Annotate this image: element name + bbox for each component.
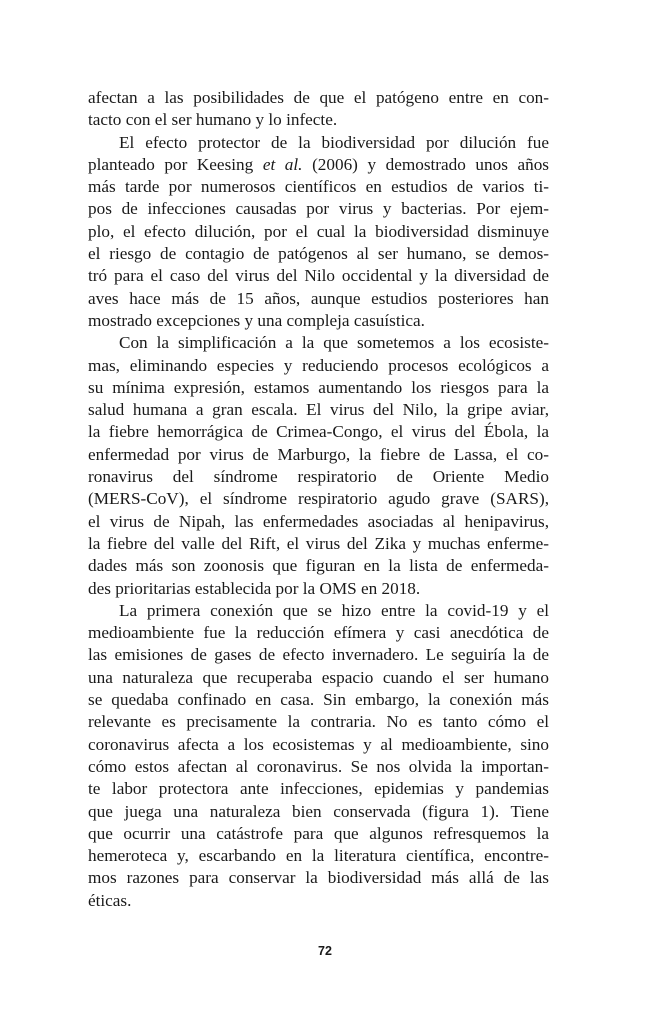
text-line: ronavirus del síndrome respiratorio de Oriente Medio	[88, 467, 549, 487]
text-line: planteado por Keesing et al. (2006) y demostrado unos años	[88, 154, 549, 174]
text-line: cómo estos afectan al coronavirus. Se nos olvida la importan-	[88, 756, 549, 776]
text-line: tacto con el ser humano y lo infecte.	[88, 110, 338, 130]
text-line: La primera conexión que se hizo entre la covid-19 y el	[119, 600, 549, 620]
paragraph	[88, 87, 549, 132]
page-number: 72	[318, 944, 332, 958]
paragraph	[88, 332, 549, 600]
text-line: te labor protectora ante infecciones, epidemias y pandemias	[88, 779, 549, 799]
text-line: el riesgo de contagio de patógenos al ser humano, se demos-	[88, 244, 549, 264]
text-line: tró para el caso del virus del Nilo occidental y la diversidad de	[88, 266, 549, 286]
text-line: aves hace más de 15 años, aunque estudios posteriores han	[88, 288, 549, 308]
text-line: mos razones para conservar la biodiversidad más allá de las	[88, 868, 549, 888]
text-line: El efecto protector de la biodiversidad por dilución fue	[119, 132, 549, 152]
text-line: se quedaba confinado en casa. Sin embargo, la conexión más	[88, 690, 549, 710]
text-line: la fiebre del valle del Rift, el virus del Zika y muchas enferme-	[88, 533, 549, 553]
text-line: afectan a las posibilidades de que el patógeno entre en con-	[88, 88, 549, 107]
text-line: salud humana a gran escala. El virus del Nilo, la gripe aviar,	[88, 400, 549, 420]
text-line: coronavirus afecta a los ecosistemas y al medioambiente, sino	[88, 734, 549, 754]
text-line: su mínima expresión, estamos aumentando los riesgos para la	[88, 377, 549, 397]
text-line: dades más son zoonosis que figuran en la lista de enfermeda-	[88, 556, 549, 576]
text-line: más tarde por numerosos científicos en estudios de varios ti-	[88, 177, 549, 197]
text-line: que ocurrir una catástrofe para que algunos refresquemos la	[88, 823, 549, 843]
paragraph	[88, 600, 549, 912]
text-line: mostrado excepciones y una compleja casuística.	[88, 310, 425, 330]
text-line: que juega una naturaleza bien conservada (figura 1). Tiene	[88, 801, 549, 821]
text-line: relevante es precisamente la contraria. No es tanto cómo el	[88, 712, 549, 732]
text-line: pos de infecciones causadas por virus y bacterias. Por ejem-	[88, 199, 549, 219]
text-line: una naturaleza que recuperaba espacio cuando el ser humano	[88, 667, 549, 687]
body-text	[88, 87, 549, 912]
text-line: mas, eliminando especies y reduciendo procesos ecológicos a	[88, 355, 549, 375]
text-line: des prioritarias establecida por la OMS en 2018.	[88, 578, 421, 598]
text-line: éticas.	[88, 890, 132, 910]
text-line: Con la simplificación a la que sometemos a los ecosiste-	[119, 333, 549, 353]
text-line: las emisiones de gases de efecto invernadero. Le seguiría la de	[88, 645, 549, 665]
text-line: medioambiente fue la reducción efímera y casi anecdótica de	[88, 623, 549, 643]
paragraph	[88, 132, 549, 333]
text-line: plo, el efecto dilución, por el cual la biodiversidad disminuye	[88, 221, 549, 241]
text-line: la fiebre hemorrágica de Crimea-Congo, el virus del Ébola, la	[88, 422, 549, 442]
text-line: (MERS-CoV), el síndrome respiratorio agudo grave (SARS),	[88, 489, 549, 509]
text-line: el virus de Nipah, las enfermedades asociadas al henipavirus,	[88, 511, 549, 531]
text-line: hemeroteca y, escarbando en la literatura científica, encontre-	[88, 846, 549, 866]
text-line: enfermedad por virus de Marburgo, la fiebre de Lassa, el co-	[88, 444, 549, 464]
